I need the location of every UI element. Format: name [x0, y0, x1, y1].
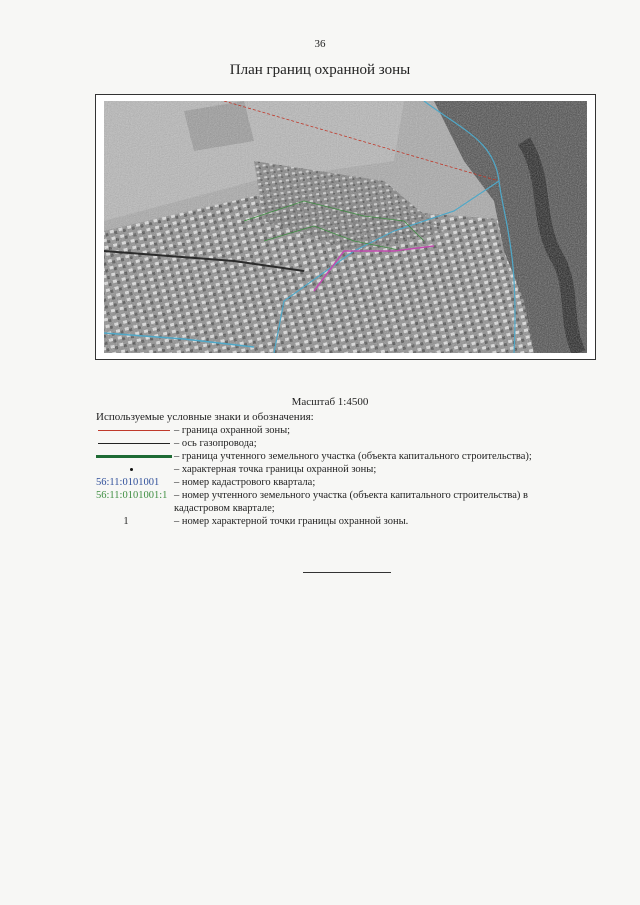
legend-item-registered-parcel-boundary: – граница учтенного земельного участка (объекта капитального строительства);	[96, 450, 596, 463]
legend-item-cadastral-quarter: 56:11:0101001 – номер кадастрового квартала;	[96, 477, 316, 488]
legend-item-protection-zone-boundary: – граница охранной зоны;	[96, 424, 596, 437]
aerial-map-image	[104, 101, 587, 353]
page-title: План границ охранной зоны	[229, 62, 411, 78]
map-frame	[95, 94, 596, 360]
page-number: 36	[314, 38, 326, 50]
map-scale: Масштаб 1:4500	[291, 396, 369, 408]
black-line-symbol	[98, 443, 170, 444]
legend-item-parcel-number: 56:11:0101001:1 – номер учтенного земельного участка (объекта капитального строительства) в кадастровом квартале;	[96, 490, 528, 514]
red-line-symbol	[98, 430, 170, 431]
point-number-label: 1	[123, 516, 129, 527]
legend-item-pipeline-axis: – ось газопровода;	[96, 437, 596, 450]
footer-divider	[303, 572, 391, 573]
parcel-number-label: 56:11:0101001:1	[96, 490, 168, 501]
legend-heading: Используемые условные знаки и обозначения:	[96, 411, 314, 423]
legend-item-point-number: 1 – номер характерной точки границы охранной зоны.	[96, 515, 596, 528]
dot-symbol	[130, 468, 133, 471]
cadastral-quarter-label: 56:11:0101001	[96, 477, 160, 488]
legend-item-characteristic-point: – характерная точка границы охранной зоны;	[96, 463, 596, 476]
green-thick-line-symbol	[96, 455, 172, 458]
